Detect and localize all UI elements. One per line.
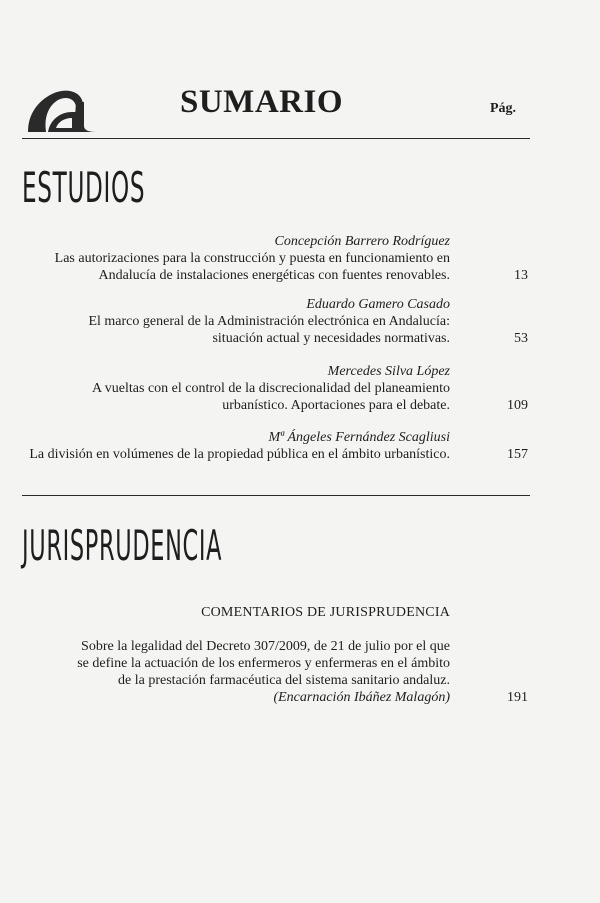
entry-title-line: Andalucía de instalaciones energéticas con fuentes renovables. (98, 268, 450, 283)
entry-title-line: El marco general de la Administración electrónica en Andalucía: (88, 314, 450, 329)
journal-logo-icon (26, 88, 98, 134)
entry-author: Mª Ángeles Fernández Scagliusi (268, 430, 450, 445)
page-column-label: Pág. (490, 101, 517, 116)
entry-page-number: 109 (507, 398, 528, 413)
entry-page-number: 13 (514, 268, 528, 283)
toc-entry (22, 296, 450, 347)
entry-title-line: Las autorizaciones para la construcción y puesta en funcionamiento en (54, 251, 450, 266)
section-heading-jurisprudencia: JURISPRUDENCIA (22, 522, 223, 571)
entry-title-line: La división en volúmenes de la propiedad pública en el ámbito urbanístico. (29, 447, 450, 462)
entry-title-line: Sobre la legalidad del Decreto 307/2009, de 21 de julio por el que (81, 639, 450, 654)
subsection-heading: COMENTARIOS DE JURISPRUDENCIA (201, 605, 450, 620)
section-heading-estudios: ESTUDIOS (22, 164, 146, 213)
entry-author: (Encarnación Ibáñez Malagón) (273, 690, 450, 705)
toc-entry (22, 638, 450, 706)
entry-title-line: se define la actuación de los enfermeros y enfermeras en el ámbito (77, 656, 450, 671)
entry-page-number: 191 (507, 690, 528, 705)
section-divider (22, 495, 530, 496)
entry-author: Concepción Barrero Rodríguez (274, 234, 450, 249)
header-divider (22, 138, 530, 139)
toc-entry (22, 233, 450, 284)
entry-title-line: A vueltas con el control de la discrecionalidad del planeamiento (91, 381, 450, 396)
entry-page-number: 157 (507, 447, 528, 462)
entry-author: Eduardo Gamero Casado (306, 297, 450, 312)
toc-entry (22, 429, 450, 463)
entry-page-number: 53 (514, 331, 528, 346)
page-title: SUMARIO (180, 84, 344, 120)
entry-title-line: situación actual y necesidades normativas. (212, 331, 450, 346)
entry-title-line: urbanístico. Aportaciones para el debate. (222, 398, 450, 413)
entry-author: Mercedes Silva López (327, 364, 450, 379)
toc-entry (22, 363, 450, 414)
entry-title-line: de la prestación farmacéutica del sistema sanitario andaluz. (118, 673, 450, 688)
